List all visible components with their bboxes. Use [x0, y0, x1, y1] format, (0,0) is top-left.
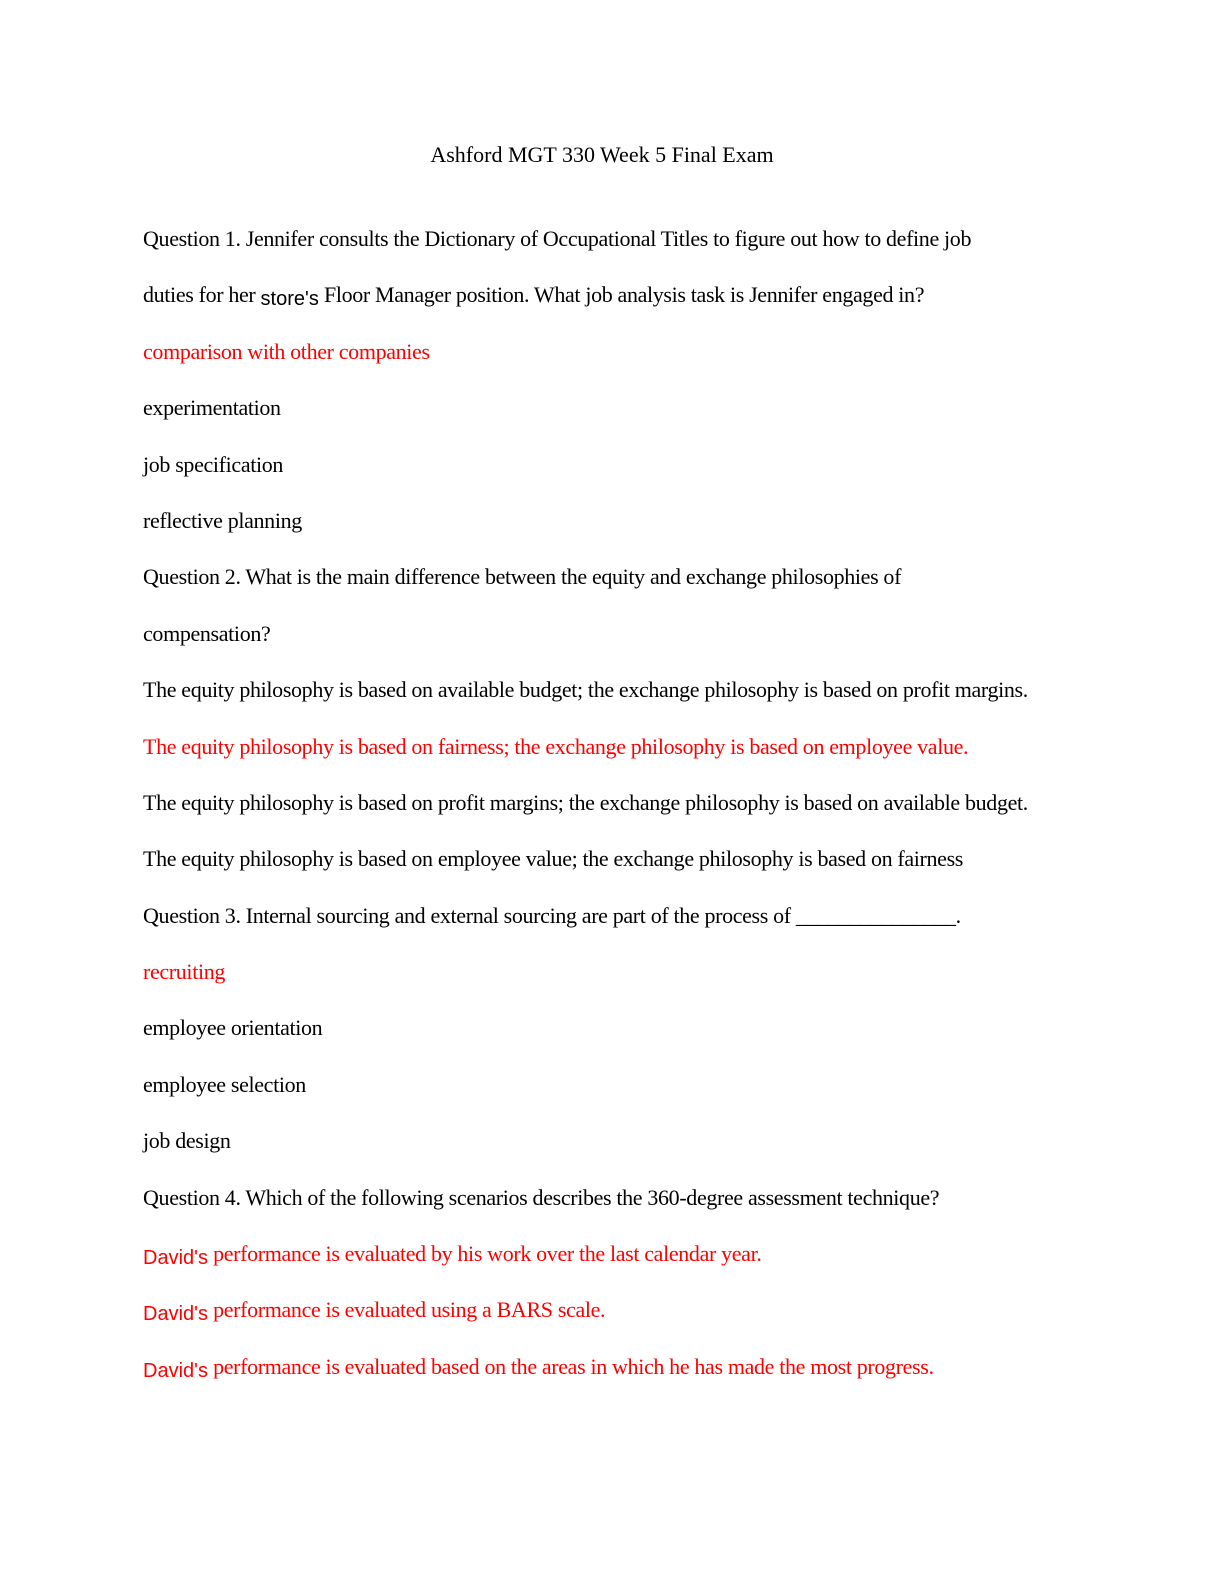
question-2-option-c: The equity philosophy is based on profit margins; the exchange philosophy is based on available budget.	[143, 789, 1028, 815]
question-1-option-a: comparison with other companies	[143, 338, 430, 364]
question-3-text-line-1: Question 3. Internal sourcing and external sourcing are part of the process of _______________.	[143, 902, 961, 928]
question-2-text-line-2: compensation?	[143, 620, 271, 646]
question-1-option-d: reflective planning	[143, 507, 302, 533]
question-3-option-d: job design	[143, 1128, 231, 1154]
question-1-option-b: experimentation	[143, 395, 281, 421]
question-1-text-before: duties for her	[143, 282, 261, 308]
question-2-option-d: The equity philosophy is based on employee value; the exchange philosophy is based on fairness	[143, 846, 964, 872]
question-3-option-a: recruiting	[143, 959, 226, 985]
question-3-option-b: employee orientation	[143, 1015, 323, 1041]
question-4-option-b-prefix: David's	[143, 1303, 208, 1326]
question-4-option-b	[143, 1295, 1103, 1351]
question-4-option-a-prefix: David's	[143, 1247, 208, 1270]
question-2-text-line-1: Question 2. What is the main difference between the equity and exchange philosophies of	[143, 564, 902, 590]
question-4-option-c	[143, 1352, 1103, 1408]
question-1-text-after: Floor Manager position. What job analysis task is Jennifer engaged in?	[318, 282, 925, 308]
question-4-option-c-text: performance is evaluated based on the areas in which he has made the most progress.	[207, 1353, 934, 1379]
question-1-possessive-word: store's	[260, 288, 319, 311]
question-4-text-line-1: Question 4. Which of the following scenarios describes the 360-degree assessment technique?	[143, 1184, 940, 1210]
question-1-option-c: job specification	[143, 451, 284, 477]
question-4-option-a-text: performance is evaluated by his work over the last calendar year.	[207, 1241, 762, 1267]
question-1-text-line-2	[143, 280, 1103, 336]
question-2-option-b: The equity philosophy is based on fairness; the exchange philosophy is based on employee value.	[143, 733, 969, 759]
document-body	[143, 224, 1103, 1408]
document-title: Ashford MGT 330 Week 5 Final Exam	[430, 142, 774, 167]
question-4-option-b-text: performance is evaluated using a BARS scale.	[207, 1297, 606, 1323]
question-3-option-c: employee selection	[143, 1071, 306, 1097]
question-1-text-line-1: Question 1. Jennifer consults the Dictionary of Occupational Titles to figure out how to define job	[143, 226, 972, 251]
question-2-option-a: The equity philosophy is based on available budget; the exchange philosophy is based on profit margins.	[143, 677, 1028, 703]
question-4-option-c-prefix: David's	[143, 1359, 208, 1382]
question-4-option-a	[143, 1239, 1103, 1295]
